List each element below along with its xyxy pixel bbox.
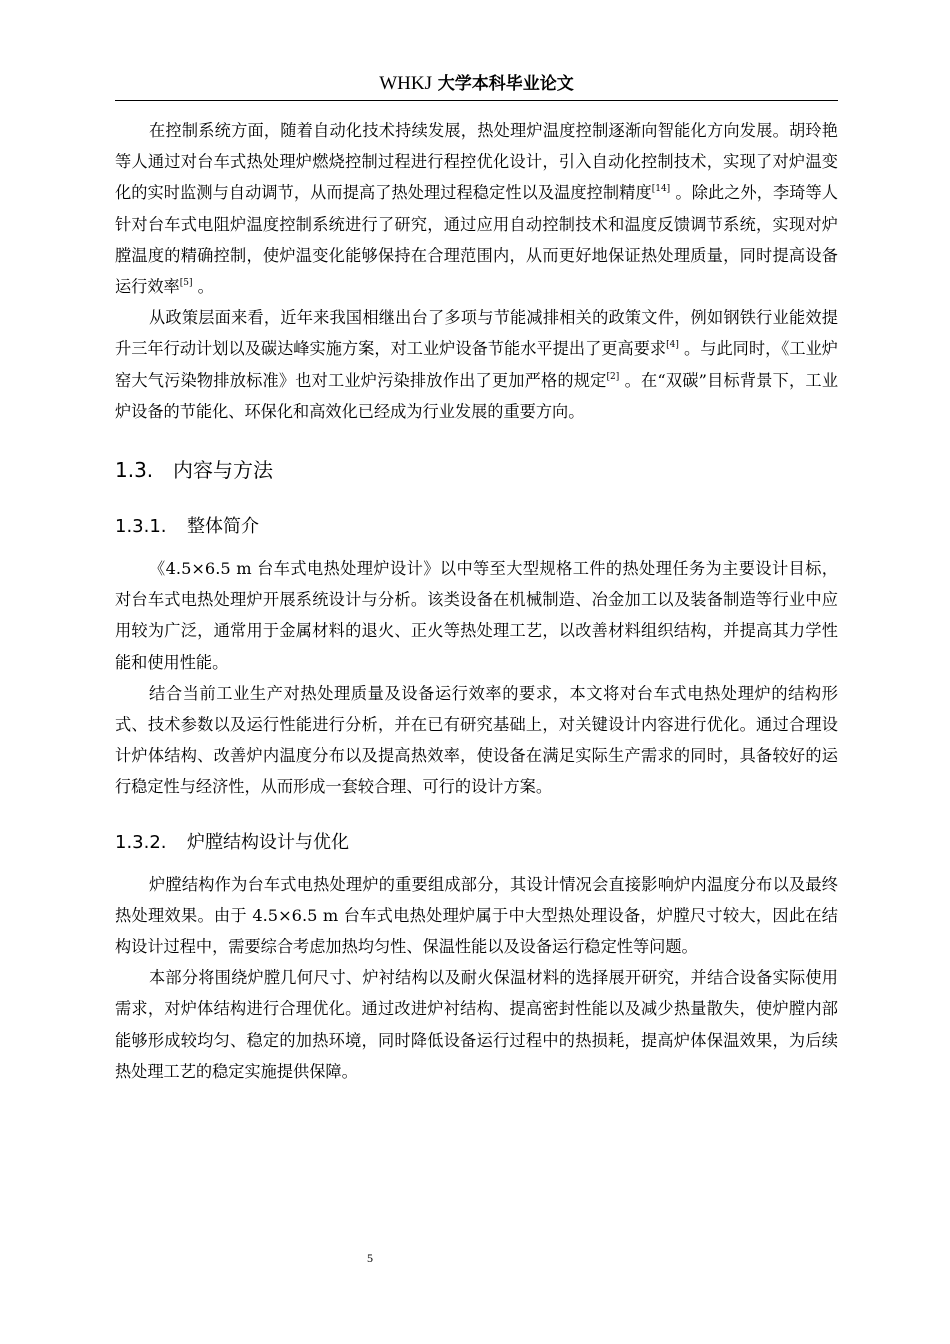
paragraph-text: 本部分将围绕炉膛几何尺寸、炉衬结构以及耐火保温材料的选择展开研究，并结合设备实际使用需求，对炉体结构进行合理优化。通过改进炉衬结构、提高密封性能以及减少热量散失，使炉膛内部能够形成较均匀、稳定的加热环境，同时降低设备运行过程中的热损耗，提高炉体保温效果，为后续热处理工艺的稳定实施提供保障。 [115, 968, 838, 1081]
citation-ref: [2] [606, 371, 620, 382]
header-title: 大学本科毕业论文 [437, 74, 574, 94]
paragraph-text: 。 [192, 277, 214, 297]
paragraph [115, 553, 838, 678]
paragraph [115, 678, 838, 803]
header-divider [115, 100, 838, 101]
paragraph [115, 962, 838, 1087]
paragraph-text: 从政策层面来看，近年来我国相继出台了多项与节能减排相关的政策文件，例如钢铁行业能效提升三年行动计划以及碳达峰实施方案，对工业炉设备节能水平提出了更高要求 [115, 308, 838, 359]
header-latin: WHKJ [379, 73, 433, 94]
subsection-title: 整体简介 [187, 516, 259, 538]
paragraph-text: 。与此同时，《工业炉窑大气污染物排放标准》也对工业炉污染排放作出了更加严格的规定 [115, 339, 838, 390]
paragraph-text: 结合当前工业生产对热处理质量及设备运行效率的要求，本文将对台车式电热处理炉的结构形式、技术参数以及运行性能进行分析，并在已有研究基础上，对关键设计内容进行优化。通过合理设计炉体结构、改善炉内温度分布以及提高热效率，使设备在满足实际生产需求的同时，具备较好的运行稳定性与经济性，从而形成一套较合理、可行的设计方案。 [115, 683, 838, 797]
subsection-number: 1.3.1. [115, 516, 167, 538]
paragraph-text: 炉膛结构作为台车式电热处理炉的重要组成部分，其设计情况会直接影响炉内温度分布以及最终热处理效果。由于 4.5×6.5 m 台车式电热处理炉属于中大型热处理设备，炉膛尺寸较大，因此在结构设计过程中，需要综合考虑加热均匀性、保温性能以及设备运行稳定性等问题。 [115, 874, 838, 957]
paragraph-text: 。除此之外，李琦等人针对台车式电阻炉温度控制系统进行了研究，通过应用自动控制技术和温度反馈调节系统，实现对炉膛温度的精确控制，使炉温变化能够保持在合理范围内，从而更好地保证热处理质量，同时提高设备运行效率 [115, 183, 838, 297]
page-header [115, 70, 838, 98]
subsection-heading [115, 829, 838, 857]
page-body [115, 115, 838, 1087]
citation-ref: [4] [666, 340, 679, 351]
paragraph-text: 。在“双碳”目标背景下，工业炉设备的节能化、环保化和高效化已经成为行业发展的重要方向。 [115, 370, 839, 421]
paragraph [115, 869, 838, 963]
paragraph-text: 《4.5×6.5 m 台车式电热处理炉设计》以中等至大型规格工件的热处理任务为主要设计目标，对台车式电热处理炉开展系统设计与分析。该类设备在机械制造、冶金加工以及装备制造等行业中应用较为广泛，通常用于金属材料的退火、正火等热处理工艺，以改善材料组织结构，并提高其力学性能和使用性能。 [115, 559, 838, 672]
citation-ref: [14] [651, 184, 671, 195]
section-number: 1.3. [115, 458, 154, 483]
page-number: 5 [367, 1251, 373, 1265]
section-heading [115, 455, 838, 485]
paragraph-text: 在控制系统方面，随着自动化技术持续发展，热处理炉温度控制逐渐向智能化方向发展。胡玲艳等人通过对台车式热处理炉燃烧控制过程进行程控优化设计，引入自动化控制技术，实现了对炉温变化的实时监测与自动调节，从而提高了热处理过程稳定性以及温度控制精度 [115, 121, 838, 203]
citation-ref: [5] [179, 278, 193, 289]
subsection-title: 炉膛结构设计与优化 [187, 831, 349, 853]
paragraph [115, 302, 838, 427]
subsection-number: 1.3.2. [115, 831, 167, 853]
section-title: 内容与方法 [173, 458, 273, 483]
subsection-heading [115, 513, 838, 541]
paragraph [115, 115, 838, 302]
